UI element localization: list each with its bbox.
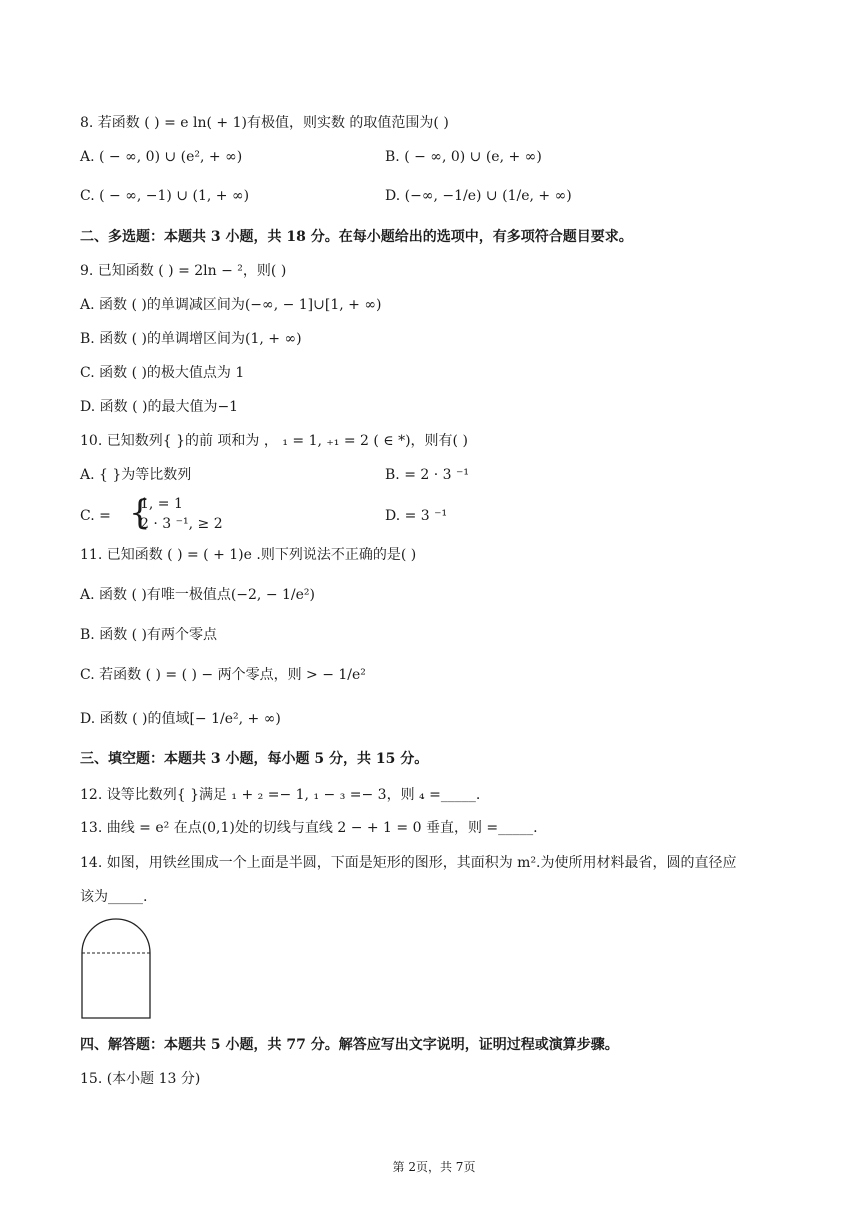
q8-option-a: A. ( − ∞, 0) ∪ (e², + ∞) — [80, 149, 243, 165]
q10-option-c-case2: 2 · 3 ⁻¹, ≥ 2 — [140, 516, 223, 532]
q8-option-d: D. (−∞, −1/e) ∪ (1/e, + ∞) — [385, 188, 572, 204]
q13-stem: 13. 曲线 = e² 在点(0,1)处的切线与直线 2 − + 1 = 0 垂直，则 =_____. — [80, 820, 538, 836]
q11-option-b: B. 函数 ( )有两个零点 — [80, 627, 218, 643]
q10-option-c-brace: { — [129, 493, 151, 533]
q14-stem-line2: 该为_____. — [80, 889, 148, 905]
q9-stem: 9. 已知函数 ( ) = 2ln − ²，则( ) — [80, 263, 287, 279]
q12-stem: 12. 设等比数列{ }满足 ₁ + ₂ =− 1, ₁ − ₃ =− 3，则 ₄ =_____. — [80, 787, 481, 803]
q8-option-b: B. ( − ∞, 0) ∪ (e, + ∞) — [385, 149, 542, 165]
q10-option-a: A. { }为等比数列 — [80, 467, 192, 483]
q9-option-b: B. 函数 ( )的单调增区间为(1, + ∞) — [80, 331, 302, 347]
q9-option-c: C. 函数 ( )的极大值点为 1 — [80, 365, 245, 381]
q11-option-c: C. 若函数 ( ) = ( ) − 两个零点，则 > − 1/e² — [80, 667, 366, 683]
q11-option-d: D. 函数 ( )的值域[− 1/e², + ∞) — [80, 711, 281, 727]
q14-figure-semicircle — [82, 919, 150, 953]
q14-stem-line1: 14. 如图，用铁丝围成一个上面是半圆，下面是矩形的图形，其面积为 m².为使所用材料最省，圆的直径应 — [80, 855, 737, 871]
q14-figure-rectangle — [82, 953, 150, 1018]
page-footer: 第 2页，共 7页 — [392, 1160, 476, 1174]
q14-figure — [80, 918, 152, 1022]
q10-stem: 10. 已知数列{ }的前 项和为 ， ₁ = 1, ₊₁ = 2 ( ∈ *)，则有( ) — [80, 433, 468, 449]
q8-option-c: C. ( − ∞, −1) ∪ (1, + ∞) — [80, 188, 250, 204]
q10-option-c-case1: 1, = 1 — [140, 496, 183, 512]
q8-stem: 8. 若函数 ( ) = e ln( + 1)有极值，则实数 的取值范围为( ) — [80, 115, 449, 131]
q10-option-b: B. = 2 · 3 ⁻¹ — [385, 467, 469, 483]
q9-option-d: D. 函数 ( )的最大值为−1 — [80, 399, 239, 415]
section-heading-multiple-choice: 二、多选题：本题共 3 小题，共 18 分。在每小题给出的选项中，有多项符合题目要求。 — [80, 229, 633, 245]
q11-option-a: A. 函数 ( )有唯一极值点(−2, − 1/e²) — [80, 587, 315, 603]
q9-option-a: A. 函数 ( )的单调减区间为(−∞, − 1]∪[1, + ∞) — [80, 297, 382, 313]
section-heading-fill-in: 三、填空题：本题共 3 小题，每小题 5 分，共 15 分。 — [80, 751, 429, 767]
section-heading-solution: 四、解答题：本题共 5 小题，共 77 分。解答应写出文字说明，证明过程或演算步骤。 — [80, 1037, 619, 1053]
q10-option-d: D. = 3 ⁻¹ — [385, 508, 448, 524]
q15-stem: 15. (本小题 13 分) — [80, 1071, 201, 1087]
q11-stem: 11. 已知函数 ( ) = ( + 1)e .则下列说法不正确的是( ) — [80, 547, 417, 563]
q10-option-c-label: C. = — [80, 508, 111, 524]
